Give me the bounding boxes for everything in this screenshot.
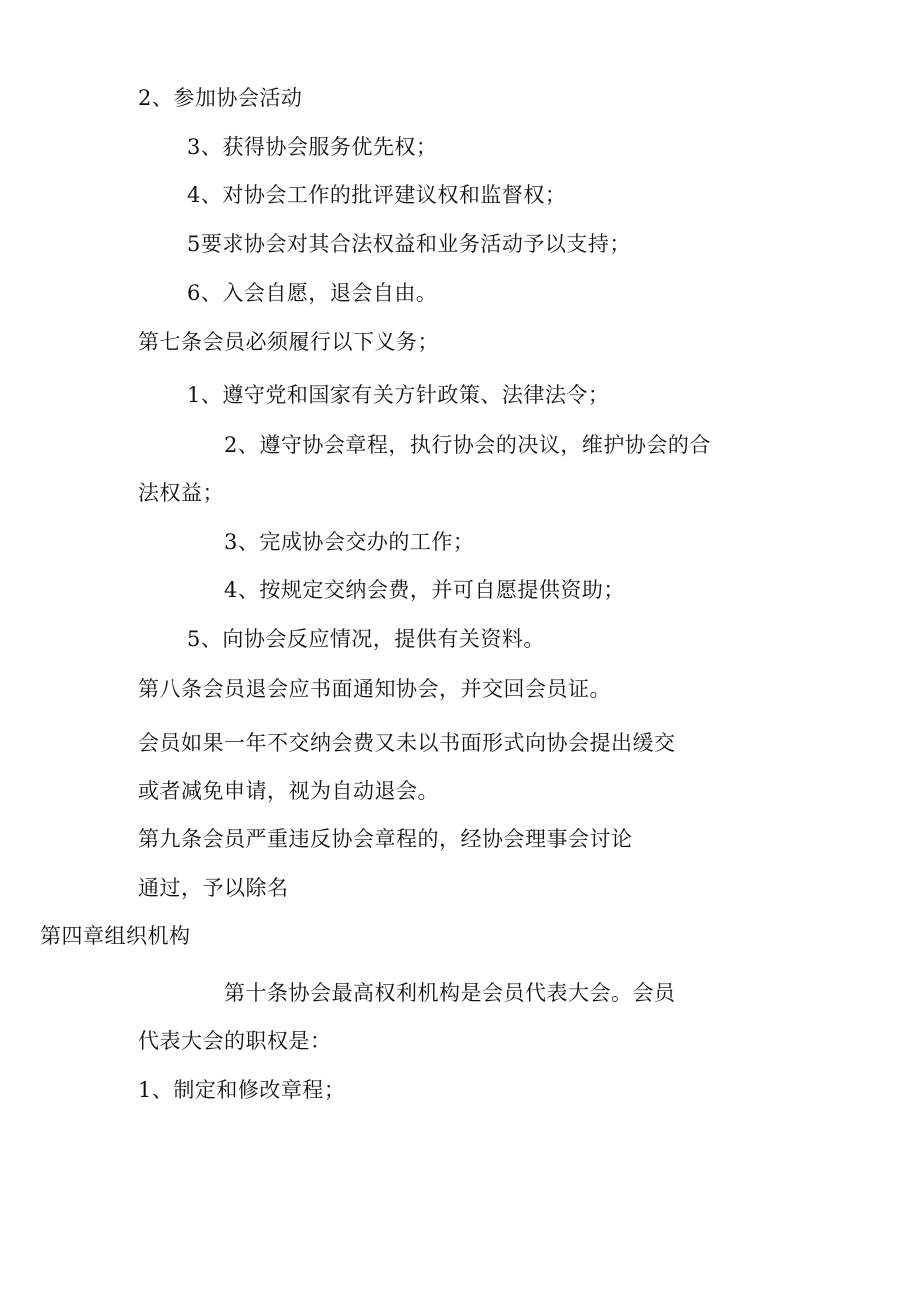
article-heading: 第七条会员必须履行以下义务； <box>138 330 439 354</box>
article-heading: 第八条会员退会应书面通知协会，并交回会员证。 <box>138 677 611 701</box>
text-line: 4、按规定交纳会费，并可自愿提供资助； <box>224 578 625 602</box>
text-line: 1、遵守党和国家有关方针政策、法律法令； <box>187 383 610 407</box>
text-line: 2、参加协会活动 <box>138 86 303 110</box>
text-line: 或者减免申请，视为自动退会。 <box>138 779 439 803</box>
text-line: 代表大会的职权是： <box>138 1029 332 1053</box>
text-line: 3、获得协会服务优先权； <box>187 135 438 159</box>
text-line: 4、对协会工作的批评建议权和监督权； <box>187 183 567 207</box>
article-heading: 第十条协会最高权利机构是会员代表大会。会员 <box>224 981 676 1005</box>
text-line: 会员如果一年不交纳会费又未以书面形式向协会提出缓交 <box>138 731 676 755</box>
chapter-heading: 第四章组织机构 <box>40 924 191 948</box>
article-heading: 第九条会员严重违反协会章程的，经协会理事会讨论 <box>138 827 633 851</box>
text-line: 6、入会自愿，退会自由。 <box>187 281 438 305</box>
text-line: 5、向协会反应情况，提供有关资料。 <box>187 627 545 651</box>
text-line: 2、遵守协会章程，执行协会的决议，维护协会的合 <box>224 433 711 457</box>
text-line: 5要求协会对其合法权益和业务活动予以支持； <box>187 232 631 256</box>
text-line: 3、完成协会交办的工作； <box>224 530 475 554</box>
text-line: 1、制定和修改章程； <box>138 1078 346 1102</box>
text-line: 法权益； <box>138 481 224 505</box>
text-line: 通过，予以除名 <box>138 876 289 900</box>
